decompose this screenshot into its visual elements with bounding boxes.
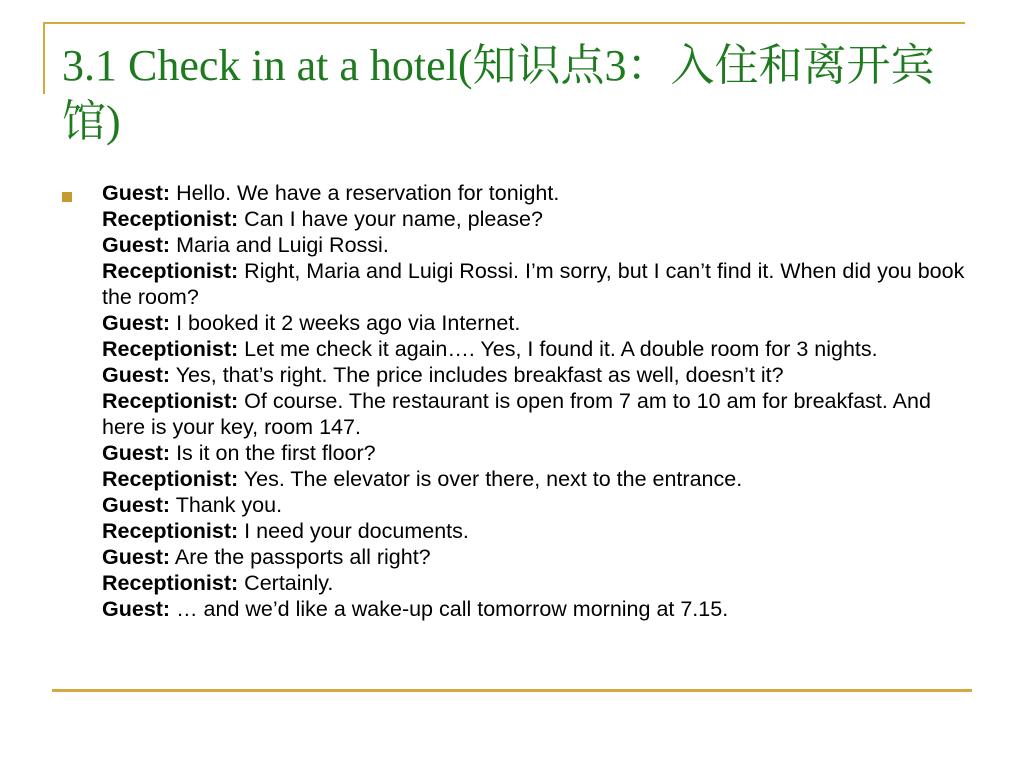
dialogue-line [102,258,972,310]
dialogue-line [102,388,972,440]
speaker-label: Receptionist: [102,389,239,413]
left-rule [43,22,45,94]
speech-text: Let me check it again…. Yes, I found it. A double room for 3 nights. [244,337,878,361]
speech-text: … and we’d like a wake-up call tomorrow morning at 7.15. [176,597,729,621]
dialogue-line [102,466,972,492]
speaker-label: Guest: [102,181,171,205]
dialogue-line [102,596,972,622]
speech-text: Thank you. [175,493,283,517]
speaker-label: Receptionist: [102,571,239,595]
speech-text: Maria and Luigi Rossi. [176,233,389,257]
speech-text: Hello. We have a reservation for tonight. [176,181,560,205]
speaker-label: Receptionist: [102,207,239,231]
dialogue-line [102,570,972,596]
speech-text: I need your documents. [244,519,469,543]
speech-text: Is it on the first floor? [176,441,376,465]
speech-text: Certainly. [244,571,334,595]
speaker-label: Guest: [102,363,171,387]
dialogue-line [102,180,972,206]
speech-text: Yes, that’s right. The price includes breakfast as well, doesn’t it? [175,363,784,387]
speaker-label: Receptionist: [102,259,239,283]
speaker-label: Guest: [102,493,171,517]
dialogue-line [102,206,972,232]
speech-text: I booked it 2 weeks ago via Internet. [176,311,521,335]
speech-text: Right, Maria and Luigi Rossi. I’m sorry, but I can’t find it. When did you book the room? [102,259,965,309]
speaker-label: Receptionist: [102,519,239,543]
speech-text: Are the passports all right? [174,545,431,569]
dialogue-line [102,492,972,518]
speaker-label: Guest: [102,545,171,569]
dialogue-line [102,336,972,362]
top-rule [43,22,965,24]
slide-content [62,180,972,622]
speaker-label: Receptionist: [102,337,239,361]
speaker-label: Guest: [102,311,171,335]
bottom-rule [52,689,972,692]
speech-text: Yes. The elevator is over there, next to the entrance. [243,467,743,491]
dialogue-line [102,362,972,388]
dialogue-line [102,518,972,544]
speaker-label: Guest: [102,441,171,465]
speaker-label: Receptionist: [102,467,239,491]
speech-text: Of course. The restaurant is open from 7 am to 10 am for breakfast. And here is your key, room 147. [102,389,931,439]
dialogue-block [102,180,972,622]
dialogue-line [102,232,972,258]
speech-text: Can I have your name, please? [244,207,543,231]
dialogue-line [102,310,972,336]
dialogue-line [102,544,972,570]
slide-title: 3.1 Check in at a hotel(知识点3：入住和离开宾馆) [62,41,935,146]
speaker-label: Guest: [102,597,171,621]
square-bullet-icon [62,192,72,202]
dialogue-line [102,440,972,466]
speaker-label: Guest: [102,233,171,257]
